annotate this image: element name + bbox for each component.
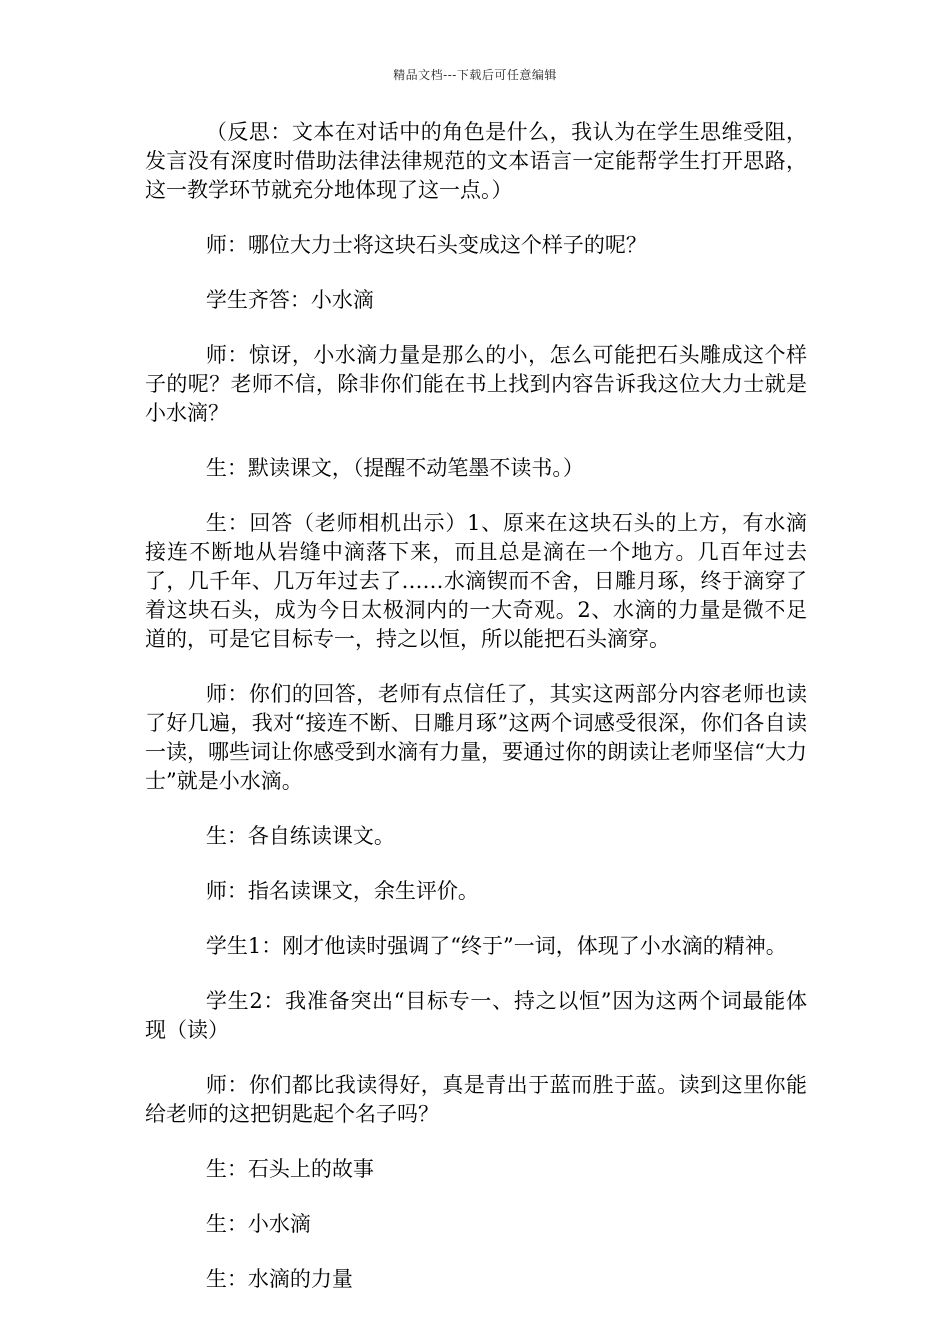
- paragraph-teacher-surprise: 师：惊讶，小水滴力量是那么的小，怎么可能把石头雕成这个样子的呢？老师不信，除非你们能在书上找到内容告诉我这位大力士就是小水滴？: [145, 343, 807, 425]
- document-body: [145, 118, 807, 1320]
- paragraph-student-2: 学生2：我准备突出“目标专一、持之以恒”因为这两个词最能体现（读）: [145, 989, 807, 1042]
- paragraph-teacher-question: 师：哪位大力士将这块石头变成这个样子的呢？: [205, 233, 647, 257]
- page-header: 精品文档---下载后可任意编辑: [393, 68, 557, 82]
- paragraph-students-answer: 学生齐答：小水滴: [205, 288, 374, 312]
- paragraph-name-2: 生：小水滴: [205, 1212, 311, 1236]
- paragraph-named-reading: 师：指名读课文，余生评价。: [205, 879, 479, 903]
- paragraph-student-1: 学生1：刚才他读时强调了“终于”一词，体现了小水滴的精神。: [205, 934, 787, 958]
- paragraph-student-answer-detail: 生：回答（老师相机出示）1、原来在这块石头的上方，有水滴接连不断地从岩缝中滴落下来，而且总是滴在一个地方。几百年过去了，几千年、几万年过去了……水滴锲而不舍，日雕月琢，终于滴穿了着这块石头，成为今日太极洞内的一大奇观。2、水滴的力量是微不足道的，可是它目标专一，持之以恒，所以能把石头滴穿。: [145, 511, 807, 651]
- paragraph-teacher-praise: 师：你们都比我读得好，真是青出于蓝而胜于蓝。读到这里你能给老师的这把钥匙起个名子吗？: [145, 1073, 807, 1126]
- paragraph-name-3: 生：水滴的力量: [205, 1267, 353, 1291]
- paragraph-teacher-response: 师：你们的回答，老师有点信任了，其实这两部分内容老师也读了好几遍，我对“接连不断、日雕月琢”这两个词感受很深，你们各自读一读，哪些词让你感受到水滴有力量，要通过你的朗读让老师坚信“大力士”就是小水滴。: [145, 682, 807, 793]
- paragraph-silent-reading: 生：默读课文，（提醒不动笔墨不读书。）: [205, 456, 584, 480]
- paragraph-practice-reading: 生：各自练读课文。: [205, 824, 395, 848]
- paragraph-name-1: 生：石头上的故事: [205, 1157, 374, 1181]
- paragraph-reflection: （反思：文本在对话中的角色是什么，我认为在学生思维受阻，发言没有深度时借助法律法律规范的文本语言一定能帮学生打开思路，这一教学环节就充分地体现了这一点。）: [145, 120, 807, 202]
